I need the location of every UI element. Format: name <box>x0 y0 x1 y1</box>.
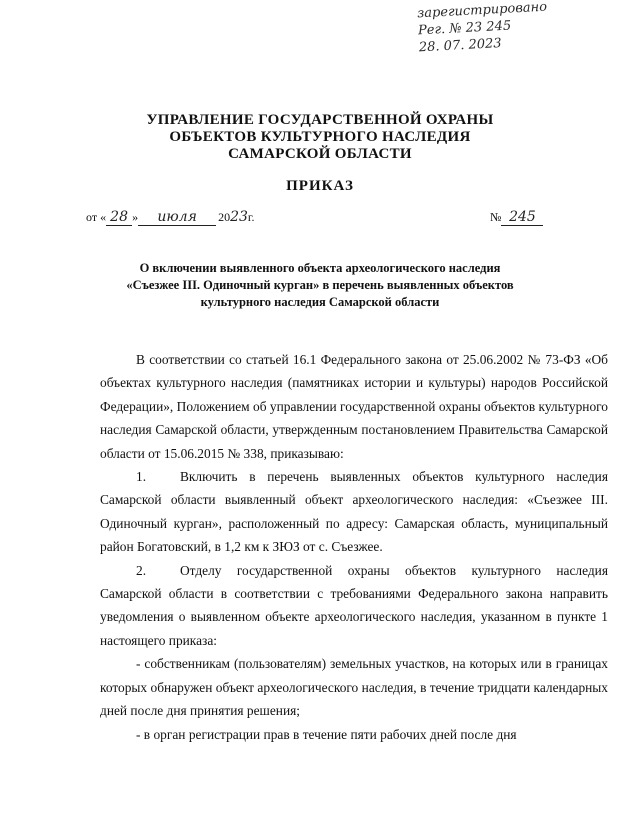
subject-line-3: культурного наследия Самарской области <box>200 295 440 309</box>
order-title: ПРИКАЗ <box>286 178 354 194</box>
item-2-number: 2. <box>136 562 147 578</box>
date-suffix: г. <box>247 210 255 224</box>
date-sep: » <box>132 210 139 224</box>
intro-paragraph: В соответствии со статьей 16.1 Федерального закона от 25.06.2002 № 73-ФЗ «Об объектах культурного наследия (памятниках истории и культуры) народов Российской Федерации», Положением об управлении государственной охраны объектов культурного наследия Самарской области, утвержденным постановлением Правительства Самарской области от 15.06.2015 № 338, приказываю: <box>100 352 608 461</box>
date-year: 23 <box>230 209 248 225</box>
stamp-line-3: 28. 07. 2023 <box>418 36 502 56</box>
bullet-2: - в орган регистрации прав в течение пяти рабочих дней после дня <box>136 726 517 742</box>
stamp-line-1: зарегистрировано <box>416 0 548 22</box>
agency-name-line-2: ОБЪЕКТОВ КУЛЬТУРНОГО НАСЛЕДИЯ <box>169 129 471 145</box>
stamp-line-2: Рег. № 23 245 <box>417 18 512 39</box>
item-2-text: Отделу государственной охраны объектов культурного наследия Самарской области в соответствии с требованиями Федерального закона направить уведомления о выявленном объекте археологического наследия, указанном в пункте 1 настоящего приказа: <box>100 562 608 648</box>
agency-name-line-1: УПРАВЛЕНИЕ ГОСУДАРСТВЕННОЙ ОХРАНЫ <box>146 112 494 128</box>
subject-line-2: «Съезжее III. Одиночный курган» в перечень выявленных объектов <box>126 278 514 292</box>
agency-name-line-3: САМАРСКОЙ ОБЛАСТИ <box>228 146 412 162</box>
date-year-prefix: 20 <box>218 210 231 224</box>
item-1-text: Включить в перечень выявленных объектов культурного наследия Самарской области выявленный объект археологического наследия: «Съезжее III. Одиночный курган», расположенный по адресу: Самарская область, муниципальный район Богатовский, в 1,2 км к ЗЮЗ от с. Съезжее. <box>100 469 608 555</box>
date-month: июля <box>138 209 216 226</box>
registration-stamp <box>417 0 549 56</box>
number-value: 245 <box>501 209 543 226</box>
date-day: 28 <box>106 209 132 226</box>
order-date <box>86 209 255 226</box>
number-prefix: № <box>490 210 502 224</box>
order-body <box>100 348 608 746</box>
bullet-1: - собственникам (пользователям) земельных участков, на которых или в границах которых обнаружен объект археологического наследия, в течение тридцати календарных дней после дня принятия решения; <box>100 656 608 719</box>
item-1-number: 1. <box>136 469 147 485</box>
subject-line-1: О включении выявленного объекта археологического наследия <box>139 261 501 275</box>
order-subject <box>0 260 640 311</box>
order-number <box>490 209 543 226</box>
date-prefix: от « <box>86 210 107 224</box>
item-2 <box>100 559 608 653</box>
item-1 <box>100 465 608 559</box>
